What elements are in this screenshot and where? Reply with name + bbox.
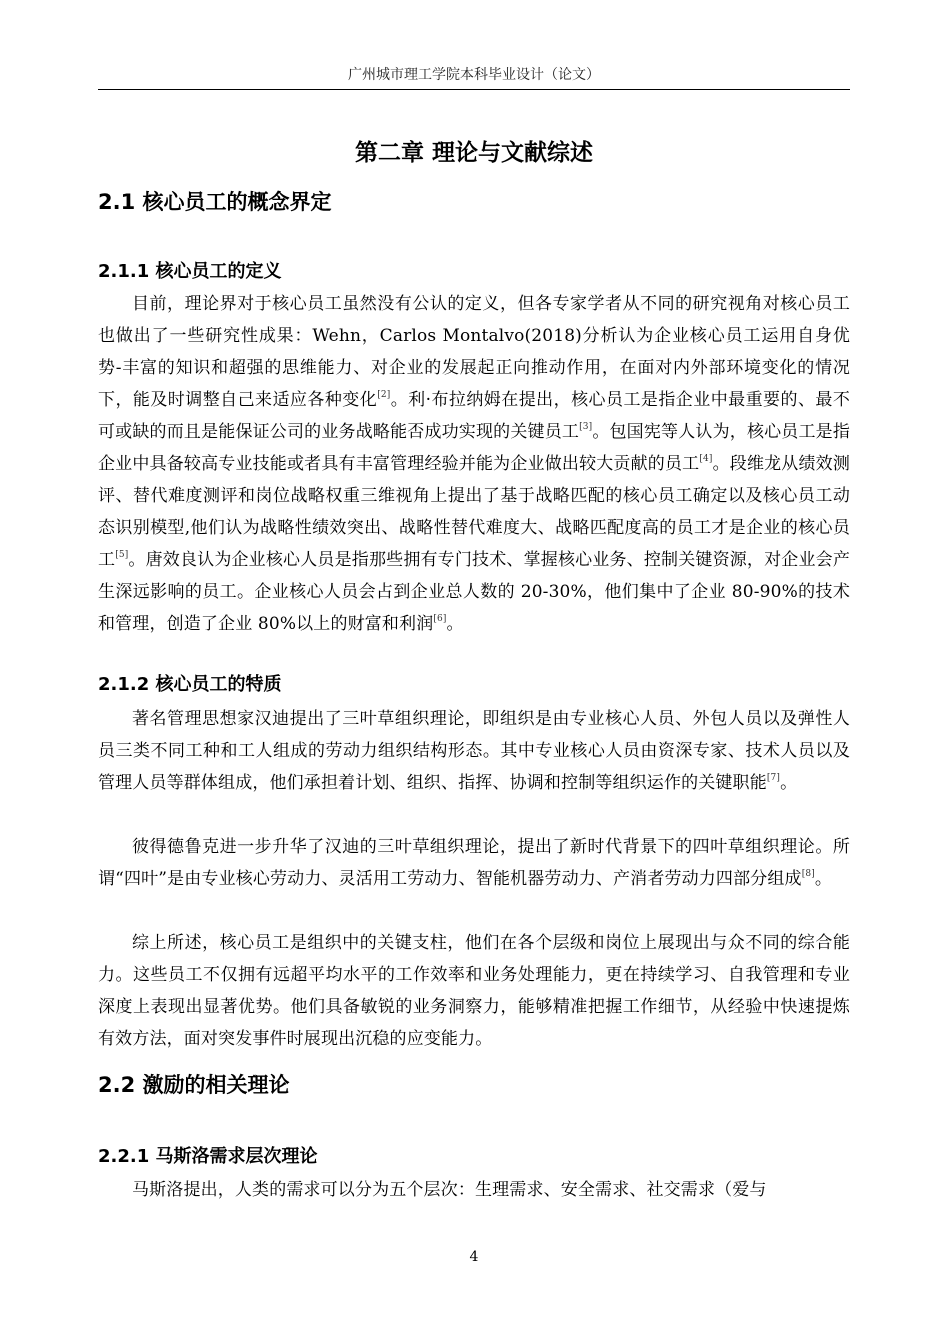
citation-ref: [3] — [579, 422, 593, 432]
paragraph-text: 综上所述，核心员工是组织中的关键支柱，他们在各个层级和岗位上展现出与众不同的综合能力。这些员工不仅拥有远超平均水平的工作效率和业务处理能力，更在持续学习、自我管理和专业深度上表现出显著优势。他们具备敏锐的业务洞察力，能够精准把握工作细节，从经验中快速提炼有效方法，面对突发事件时展现出沉稳的应变能力。 — [98, 933, 850, 1049]
paragraph-text: 。 — [780, 773, 798, 793]
paragraph-text: 目前，理论界对于核心员工虽然没有公认的定义，但各专家学者从不同的研究视角对核心员工也做出了一些研究性成果：Wehn，Carlos Montalvo(2018)分析认为企业核心员工运用自身优势-丰富的知识和超强的思维能力、对企业的发展起正向推动作用，在面对内外部环境变化的情况下，能及时调整自己来适应各种变化 — [98, 294, 850, 410]
paragraph-four-leaf-theory — [98, 831, 850, 895]
paragraph-core-employee-definition — [98, 288, 850, 640]
paragraph-text: 著名管理思想家汉迪提出了三叶草组织理论，即组织是由专业核心人员、外包人员以及弹性人员三类不同工种和工人组成的劳动力组织结构形态。其中专业核心人员由资深专家、技术人员以及管理人员等群体组成，他们承担着计划、组织、指挥、协调和控制等组织运作的关键职能 — [98, 709, 850, 793]
paragraph-text: 马斯洛提出，人类的需求可以分为五个层次：生理需求、安全需求、社交需求（爱与 — [132, 1180, 767, 1200]
paragraph-text: 。段维龙从绩效测评、替代难度测评和岗位战略权重三维视角上提出了基于战略匹配的核心员工确定以及核心员工动态识别模型,他们认为战略性绩效突出、战略性替代难度大、战略匹配度高的员工才是企业的核心员工 — [98, 454, 850, 570]
subsection-heading-2-2-1: 2.2.1 马斯洛需求层次理论 — [98, 1146, 318, 1167]
section-heading-2-2: 2.2 激励的相关理论 — [98, 1073, 290, 1097]
chapter-title: 第二章 理论与文献综述 — [354, 140, 593, 166]
section-heading-2-1: 2.1 核心员工的概念界定 — [98, 190, 332, 214]
paragraph-text: 。利·布拉纳姆在提出，核心员工是指企业中最重要的、最不可或缺的而且是能保证公司的业务战略能否成功实现的关键员工 — [98, 390, 850, 442]
paragraph-shamrock-theory — [98, 703, 850, 799]
citation-ref: [4] — [699, 454, 713, 464]
citation-ref: [2] — [377, 390, 391, 400]
citation-ref: [5] — [115, 550, 129, 560]
paragraph-text: 。 — [814, 869, 833, 889]
paragraph-text: 彼得德鲁克进一步升华了汉迪的三叶草组织理论，提出了新时代背景下的四叶草组织理论。所谓“四叶”是由专业核心劳动力、灵活用工劳动力、智能机器劳动力、产消者劳动力四部分组成 — [98, 837, 850, 889]
header-rule — [98, 89, 850, 90]
subsection-heading-2-1-2: 2.1.2 核心员工的特质 — [98, 674, 282, 695]
paragraph-text: 。包国宪等人认为，核心员工是指企业中具备较高专业技能或者具有丰富管理经验并能为企业做出较大贡献的员工 — [98, 422, 850, 474]
paragraph-summary — [98, 927, 850, 1055]
paragraph-text: 。唐效良认为企业核心人员是指那些拥有专门技术、掌握核心业务、控制关键资源，对企业会产生深远影响的员工。企业核心人员会占到企业总人数的 20-30%，他们集中了企业 80-90%的技术和管理，创造了企业 80%以上的财富和利润 — [98, 550, 850, 634]
page-number: 4 — [469, 1249, 479, 1265]
subsection-heading-2-1-1: 2.1.1 核心员工的定义 — [98, 261, 282, 282]
paragraph-maslow — [98, 1174, 850, 1206]
citation-ref: [8] — [801, 869, 815, 879]
paragraph-text: 。 — [446, 614, 464, 634]
citation-ref: [7] — [766, 773, 781, 783]
citation-ref: [6] — [433, 614, 447, 624]
running-header: 广州城市理工学院本科毕业设计（论文） — [348, 67, 600, 83]
